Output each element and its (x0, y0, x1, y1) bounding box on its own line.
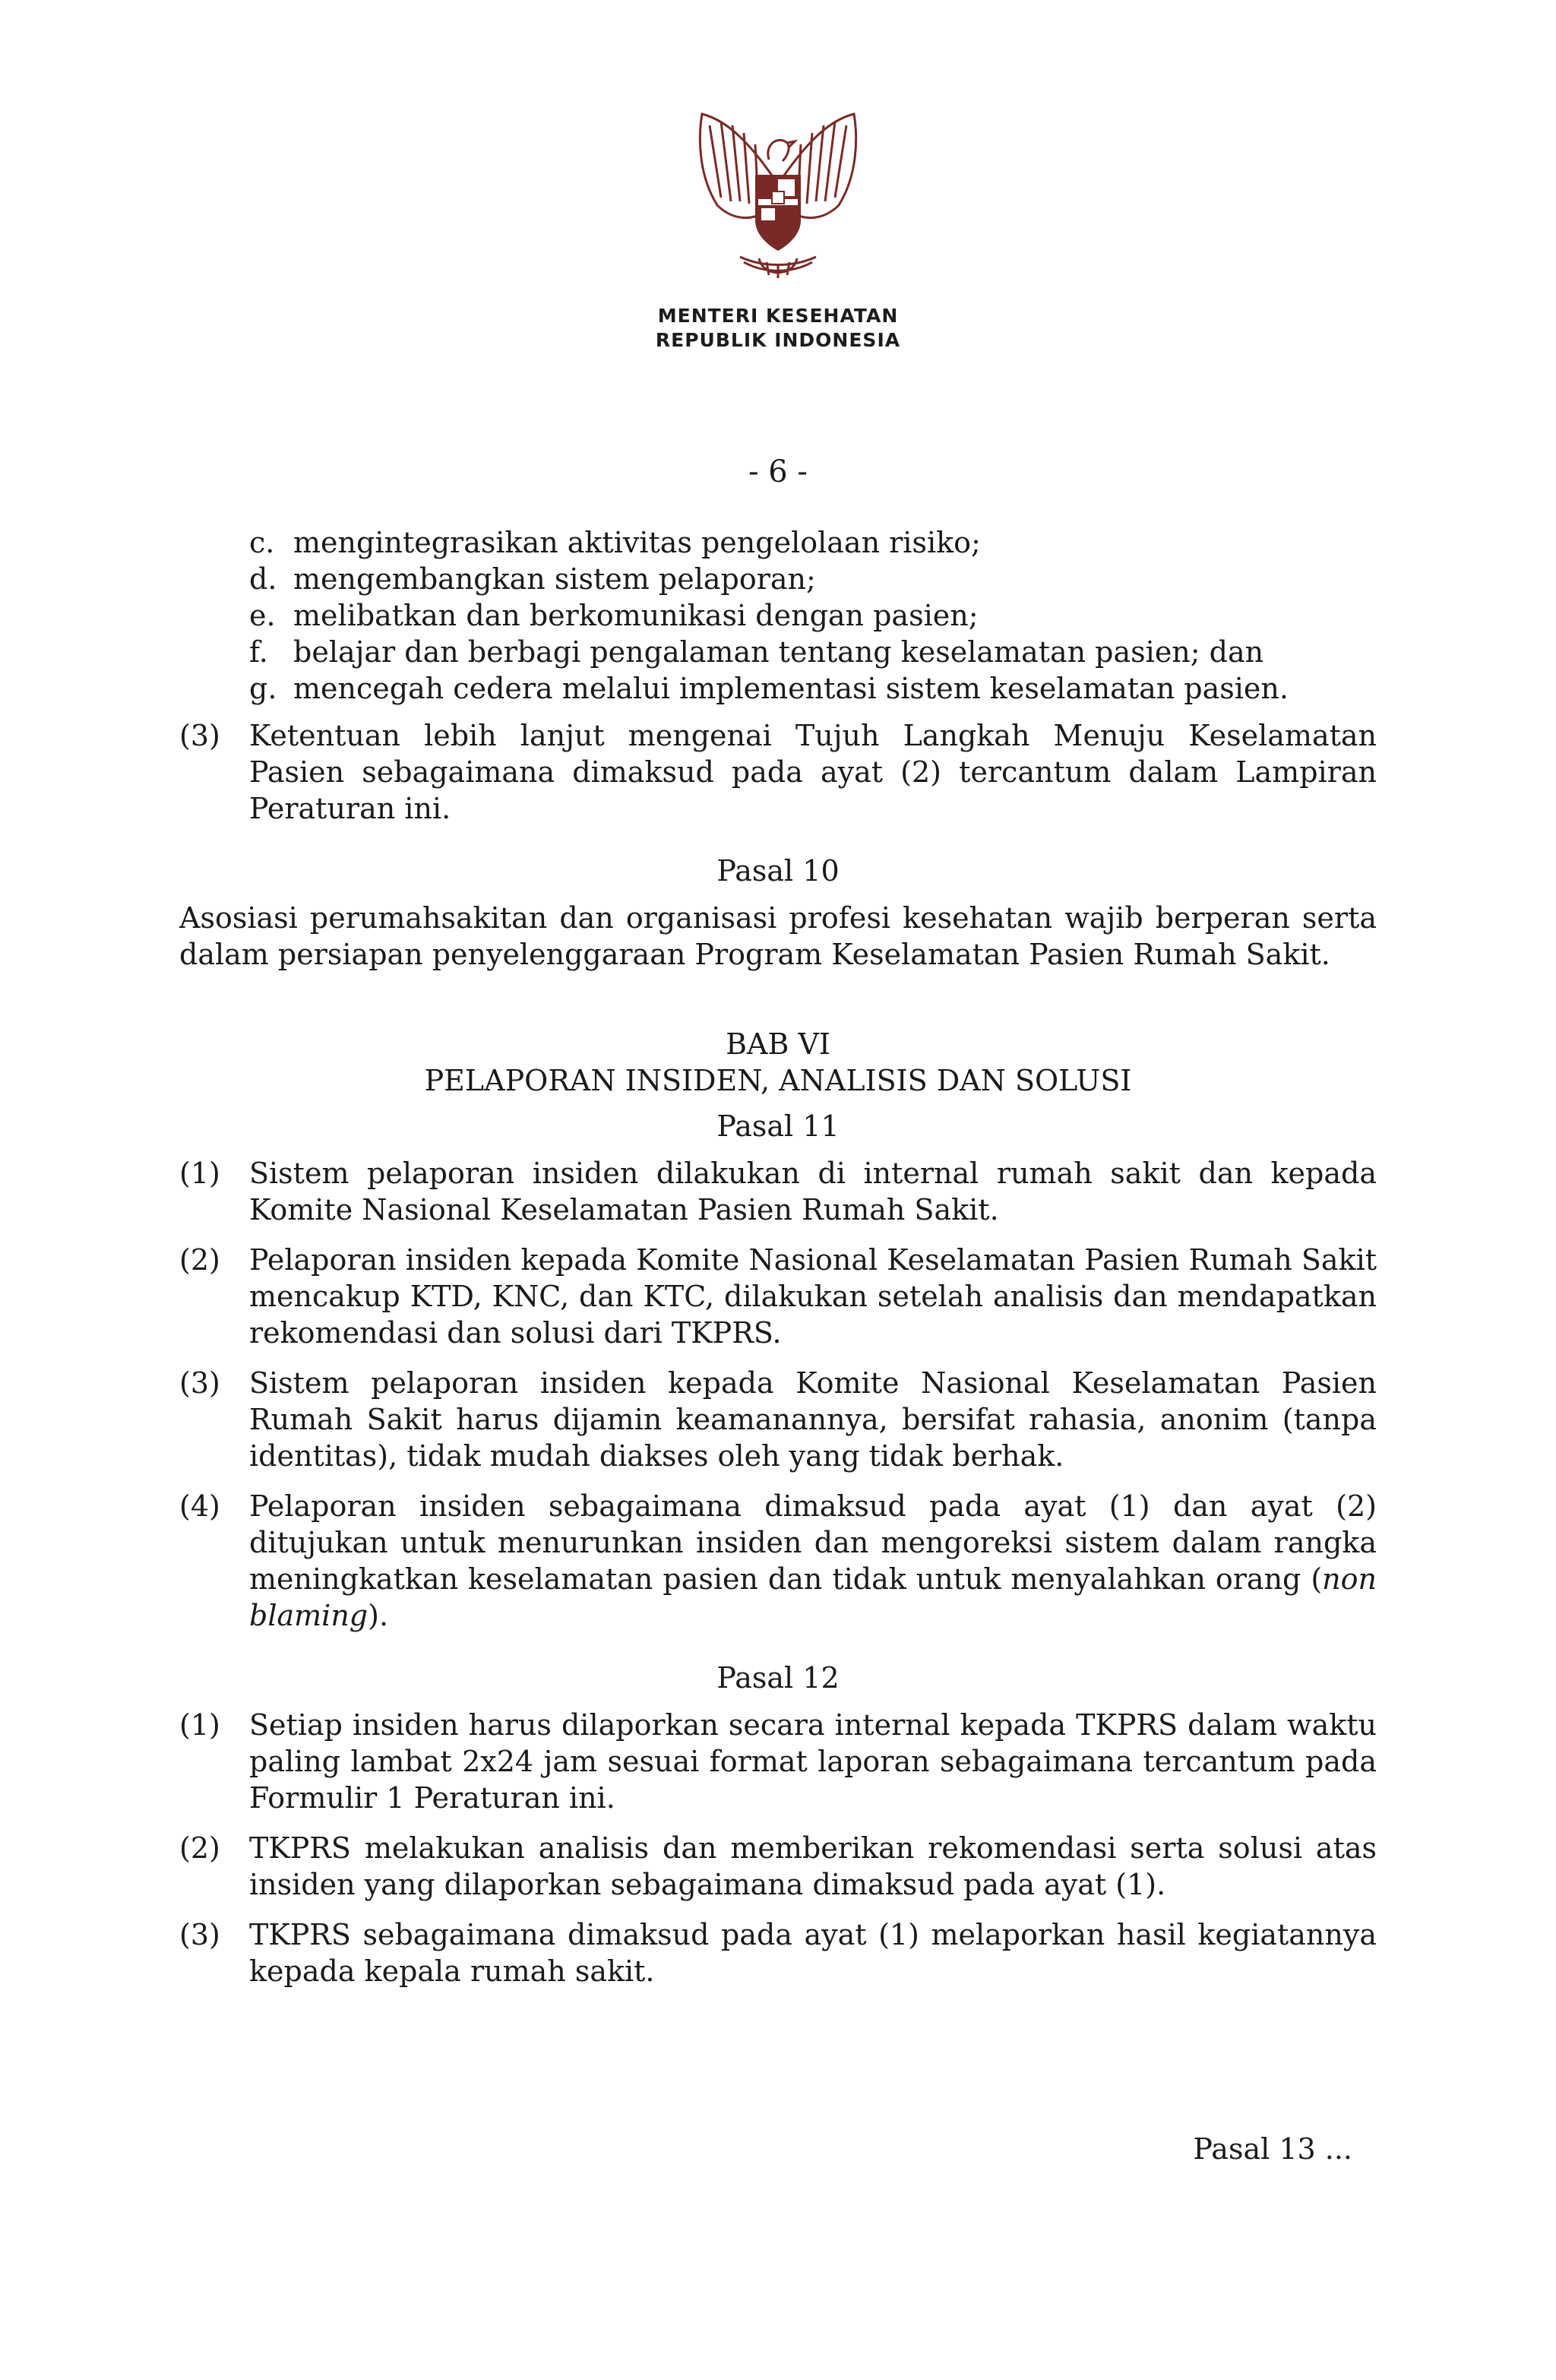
garuda-emblem-icon (679, 106, 877, 304)
bab-title: PELAPORAN INSIDEN, ANALISIS DAN SOLUSI (424, 1064, 1132, 1097)
ayat-text: TKPRS melakukan analisis dan memberikan rekomendasi serta solusi atas insiden yang dilaporkan sebagaimana dimaksud pada ayat (1). (249, 1831, 1377, 1901)
list-item-letter: d. (249, 562, 277, 596)
ayat-text (249, 1488, 1377, 1634)
ayat-label: (3) (179, 1366, 220, 1400)
ayat-label: (4) (179, 1489, 220, 1523)
pasal-11-heading: Pasal 11 (716, 1109, 840, 1143)
page-number: - 6 - (748, 454, 808, 489)
ayat-text-part: ). (368, 1599, 389, 1632)
list-item-text: melibatkan dan berkomunikasi dengan pasien; (293, 599, 979, 632)
bab-number: BAB VI (726, 1027, 830, 1061)
ayat-3 (179, 717, 1377, 827)
ayat-label: (3) (179, 719, 220, 752)
org-line-2: REPUBLIK INDONESIA (655, 329, 901, 351)
ayat-label: (1) (179, 1157, 220, 1190)
pasal-11-ayat-3 (179, 1365, 1377, 1474)
list-item-letter: c. (249, 526, 275, 559)
ayat-label: (2) (179, 1831, 220, 1865)
list-item (249, 634, 1377, 670)
pasal-11-ayat-2 (179, 1242, 1377, 1351)
ayat-text: Pelaporan insiden kepada Komite Nasional Keselamatan Pasien Rumah Sakit mencakup KTD, KNC, dan KTC, dilakukan setelah analisis dan mendapatkan rekomendasi dan solusi dari TKPRS. (249, 1243, 1377, 1350)
ayat-text-part: Pelaporan insiden sebagaimana dimaksud pada ayat (1) dan ayat (2) ditujukan untuk menurunkan insiden dan mengoreksi sistem dalam rangka meningkatkan keselamatan pasien dan tidak untuk menyalahkan orang ( (249, 1489, 1377, 1596)
ayat-text: Sistem pelaporan insiden dilakukan di internal rumah sakit dan kepada Komite Nasional Keselamatan Pasien Rumah Sakit. (249, 1157, 1377, 1226)
ayat-label: (3) (179, 1918, 220, 1951)
list-item-text: mengembangkan sistem pelaporan; (293, 562, 816, 596)
pasal-11-ayat-1 (179, 1155, 1377, 1228)
ayat-label: (1) (179, 1708, 220, 1742)
list-item-letter: g. (249, 672, 277, 705)
org-line-1: MENTERI KESEHATAN (657, 305, 899, 327)
ayat-text: Ketentuan lebih lanjut mengenai Tujuh Langkah Menuju Keselamatan Pasien sebagaimana dimaksud pada ayat (2) tercantum dalam Lampiran Peraturan ini. (249, 719, 1377, 825)
pasal-12-heading: Pasal 12 (716, 1661, 840, 1695)
ayat-text: Setiap insiden harus dilaporkan secara internal kepada TKPRS dalam waktu paling lambat 2x24 jam sesuai format laporan sebagaimana tercantum pada Formulir 1 Peraturan ini. (249, 1708, 1377, 1815)
list-item (249, 597, 1377, 634)
list-item (249, 561, 1377, 597)
letterhead (0, 106, 1556, 353)
ayat-label: (2) (179, 1243, 220, 1277)
pasal-12-ayat-2 (179, 1830, 1377, 1903)
list-item (249, 670, 1377, 707)
list-item (249, 524, 1377, 561)
pasal-10-text: Asosiasi perumahsakitan dan organisasi profesi kesehatan wajib berperan serta dalam persiapan penyelenggaraan Program Keselamatan Pasien Rumah Sakit. (179, 901, 1377, 971)
pasal-12-ayat-3 (179, 1916, 1377, 1989)
pasal-11-ayat-4 (179, 1488, 1377, 1634)
list-item-text: mencegah cedera melalui implementasi sistem keselamatan pasien. (293, 672, 1289, 705)
list-item-text: mengintegrasikan aktivitas pengelolaan risiko; (293, 526, 981, 559)
ayat-text: TKPRS sebagaimana dimaksud pada ayat (1) melaporkan hasil kegiatannya kepada kepala rumah sakit. (249, 1918, 1377, 1988)
ayat-text-italic: non blaming (249, 1562, 1377, 1632)
pasal-10-heading: Pasal 10 (716, 854, 840, 888)
document-body (179, 524, 1377, 2003)
pasal-12-ayat-1 (179, 1707, 1377, 1816)
lettered-list (179, 524, 1377, 707)
next-page-reference: Pasal 13 ... (1193, 2132, 1352, 2166)
list-item-letter: e. (249, 599, 276, 632)
list-item-text: belajar dan berbagi pengalaman tentang keselamatan pasien; dan (293, 635, 1264, 669)
list-item-letter: f. (249, 635, 268, 669)
ayat-text: Sistem pelaporan insiden kepada Komite Nasional Keselamatan Pasien Rumah Sakit harus dijamin keamanannya, bersifat rahasia, anonim (tanpa identitas), tidak mudah diakses oleh yang tidak berhak. (249, 1366, 1377, 1473)
